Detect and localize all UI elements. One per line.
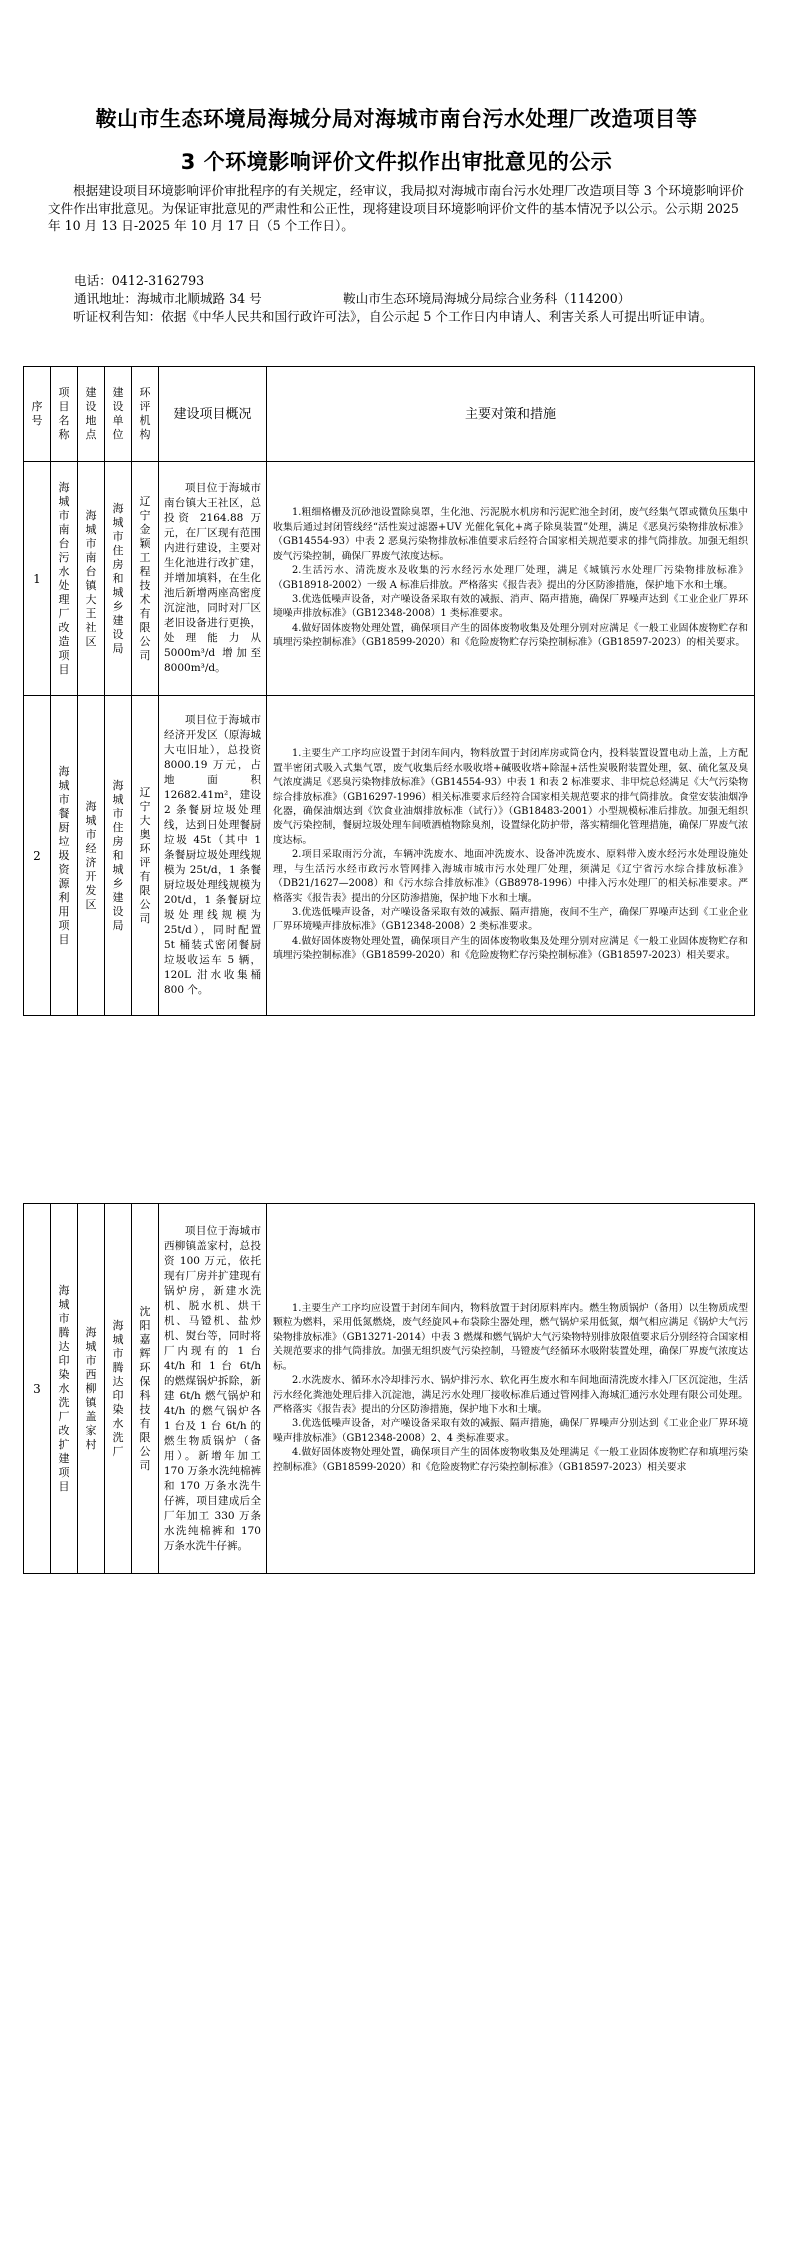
project-agency: 辽宁大奥环评有限公司 — [132, 696, 159, 1016]
project-agency: 沈阳嘉辉环保科技有限公司 — [132, 1204, 159, 1574]
measure-item: 1.主要生产工序均应设置于封闭车间内，物料放置于封闭原料库内。燃生物质锅炉（备用）以生物质成型颗粒为燃料，采用低氮燃烧，废气经旋风+布袋除尘器处理，燃气锅炉采用低氮，烟气相应满足《锅炉大气污染物排放标准》（GB13271-2014）中表 3 燃煤和燃气锅炉大气污染物特别排放限值要求后分别经符合国家相关规范要求的排气筒排放。加强无组织废气污染控制，马镫废气经循环水吸附装置处理，确保厂界废气浓度达标。 — [273, 1303, 748, 1372]
header-measures: 主要对策和措施 — [267, 367, 755, 462]
measure-item: 3.优选低噪声设备，对产噪设备采取有效的减振、隔声措施，夜间不生产，确保厂界噪声达到《工业企业厂界环境噪声排放标准》（GB12348-2008）2 类标准要求。 — [273, 906, 748, 933]
measure-item: 2.项目采取雨污分流，车辆冲洗废水、地面冲洗废水、设备冲洗废水、原料带入废水经污水处理设施处理，与生活污水经市政污水管网排入海城市城市污水处理厂处理，须满足《辽宁省污水综合排放标准》（DB21/1627—2008）和《污水综合排放标准》（GB8978-1996）中排入污水处理厂的相关标准要求。严格落实《报告表》提出的分区防渗措施，保护地下水和土壤。 — [273, 849, 748, 904]
measure-item: 4.做好固体废物处理处置，确保项目产生的固体废物收集及处理分别对应满足《一般工业固体废物贮存和填埋污染控制标准》（GB18599-2020）和《危险废物贮存污染控制标准》（GB18597-2023）相关要求。 — [273, 935, 748, 962]
measure-item: 3.优选低噪声设备，对产噪设备采取有效的减振、隔声措施，确保厂界噪声分别达到《工业企业厂界环境噪声排放标准》（GB12348-2008）2、4 类标准要求。 — [273, 1418, 748, 1444]
table-row — [24, 1204, 755, 1574]
project-overview: 项目位于海城市南台镇大王社区，总投资 2164.88 万元，在厂区现有范围内进行建设，主要对生化池进行改扩建，并增加填料，在生化池后新增两座高密度沉淀池，同时对厂区老旧设备进行更换，处理能力从 5000m³/d 增加至 8000m³/d。 — [159, 462, 267, 696]
projects-table — [23, 366, 755, 1016]
projects-table-continued — [23, 1203, 755, 1574]
measure-item: 1.粗细格栅及沉砂池设置除臭罩，生化池、污泥脱水机房和污泥贮池全封闭，废气经集气罩或微负压集中收集后通过封闭管线经“活性炭过滤器+UV 光催化氧化+离子除臭装置”处理，满足《恶臭污染物排放标准》（GB14554-93）中表 2 恶臭污染物排放标准值要求后经符合国家相关规范要求的排气筒排放。加强无组织废气污染控制，确保厂界废气浓度达标。 — [273, 507, 748, 562]
project-name: 海城市南台污水处理厂改造项目 — [51, 462, 78, 696]
row-number: 1 — [24, 462, 51, 696]
header-agency: 环评机构 — [132, 367, 159, 462]
measure-item: 1.主要生产工序均应设置于封闭车间内，物料放置于封闭库房或筒仓内，投料装置设置电动上盖，上方配置半密闭式吸入式集气罩，废气收集后经水吸收塔+碱吸收塔+除湿+活性炭吸附装置处理，氨、硫化氢及臭气浓度满足《恶臭污染物排放标准》（GB14554-93）中表 1 和表 2 标准要求、非甲烷总烃满足《大气污染物综合排放标准》（GB16297-1996）相关标准要求后经符合国家相关规范要求的排气筒排放。食堂安装油烟净化器，确保油烟达到《饮食业油烟排放标准（试行）》（GB18483-2001）小型规模标准后排放。加强无组织废气污染控制，餐厨垃圾处理车间喷洒植物除臭剂，设置绿化防护带，落实精细化管理措施，确保厂界废气浓度达标。 — [273, 748, 748, 846]
row-number: 2 — [24, 696, 51, 1016]
contact-phone: 电话：0412-3162793 — [74, 273, 205, 288]
project-overview: 项目位于海城市西柳镇盖家村，总投资 100 万元，依托现有厂房并扩建现有锅炉房，新建水洗机、脱水机、烘干机、马镫机、盐炒机、熨台等，同时将厂内现有的 1 台 4t/h 和 1 台 6t/h 的燃煤锅炉拆除，新建 6t/h 燃气锅炉和 4t/h 的燃气锅炉各 1 台及 1 台 6t/h 的燃生物质锅炉（备用）。新增年加工 170 万条水洗纯棉裤和 170 万条水洗牛仔裤，项目建成后全厂年加工 330 万条水洗纯棉裤和 170 万条水洗牛仔裤。 — [159, 1204, 267, 1574]
header-name: 项目名称 — [51, 367, 78, 462]
header-no: 序号 — [24, 367, 51, 462]
contact-office: 鞍山市生态环境局海城分局综合业务科（114200） — [343, 291, 631, 306]
project-measures — [267, 1204, 755, 1574]
header-location: 建设地点 — [78, 367, 105, 462]
page-title-line1: 鞍山市生态环境局海城分局对海城市南台污水处理厂改造项目等 — [95, 107, 698, 131]
project-measures — [267, 462, 755, 696]
project-location: 海城市西柳镇盖家村 — [78, 1204, 105, 1574]
table-row — [24, 696, 755, 1016]
project-unit: 海城市腾达印染水洗厂 — [105, 1204, 132, 1574]
project-measures — [267, 696, 755, 1016]
project-unit: 海城市住房和城乡建设局 — [105, 462, 132, 696]
measure-item: 4.做好固体废物处理处置，确保项目产生的固体废物收集及处理满足《一般工业固体废物贮存和填埋污染控制标准》（GB18599-2020）和《危险废物贮存污染控制标准》（GB18597-2023）相关要求 — [273, 1447, 748, 1473]
header-overview: 建设项目概况 — [159, 367, 267, 462]
project-overview: 项目位于海城市经济开发区（原海城大屯旧址），总投资 8000.19 万元，占地面积 12682.41m²，建设 2 条餐厨垃圾处理线，达到日处理餐厨垃圾 45t（其中 1 条餐厨垃圾处理线规模为 25t/d，1 条餐厨垃圾处理线规模为 20t/d，1 条餐厨垃圾处理线规模为 25t/d），同时配置 5t 桶装式密闭餐厨垃圾收运车 5 辆，120L 泔水收集桶 800 个。 — [159, 696, 267, 1016]
project-name: 海城市餐厨垃圾资源利用项目 — [51, 696, 78, 1016]
table-header-row — [24, 367, 755, 462]
project-unit: 海城市住房和城乡建设局 — [105, 696, 132, 1016]
measure-item: 4.做好固体废物处理处置，确保项目产生的固体废物收集及处理分别对应满足《一般工业固体废物贮存和填埋污染控制标准》（GB18599-2020）和《危险废物贮存污染控制标准》（GB18597-2023）的相关要求。 — [273, 622, 748, 649]
intro-paragraph: 根据建设项目环境影响评价审批程序的有关规定，经审议，我局拟对海城市南台污水处理厂改造项目等 3 个环境影响评价文件作出审批意见。为保证审批意见的严肃性和公正性，现将建设项目环境影响评价文件的基本情况予以公示。公示期 2025 年 10 月 13 日-2025 年 10 月 17 日（5 个工作日）。 — [48, 183, 744, 233]
table-row — [24, 462, 755, 696]
project-agency: 辽宁金颖工程技术有限公司 — [132, 462, 159, 696]
measure-item: 2.水洗废水、循环水冷却排污水、锅炉排污水、软化再生废水和车间地面清洗废水排入厂区沉淀池，生活污水经化粪池处理后排入沉淀池，满足污水处理厂接收标准后通过管网排入海城汇通污水处理有限公司处理。严格落实《报告表》提出的分区防渗措施，保护地下水和土壤。 — [273, 1375, 748, 1415]
contact-address: 通讯地址：海城市北顺城路 34 号 — [74, 291, 262, 306]
project-location: 海城市经济开发区 — [78, 696, 105, 1016]
hearing-notice: 听证权利告知：依据《中华人民共和国行政许可法》，自公示起 5 个工作日内申请人、利害关系人可提出听证申请。 — [73, 309, 713, 324]
page-title-line2: 3 个环境影响评价文件拟作出审批意见的公示 — [180, 150, 613, 174]
measure-item: 3.优选低噪声设备，对产噪设备采取有效的减振、消声、隔声措施，确保厂界噪声达到《工业企业厂界环境噪声排放标准》（GB12348-2008）1 类标准要求。 — [273, 593, 748, 620]
row-number: 3 — [24, 1204, 51, 1574]
project-name: 海城市腾达印染水洗厂改扩建项目 — [51, 1204, 78, 1574]
project-location: 海城市南台镇大王社区 — [78, 462, 105, 696]
header-unit: 建设单位 — [105, 367, 132, 462]
measure-item: 2.生活污水、清洗废水及收集的污水经污水处理厂处理，满足《城镇污水处理厂污染物排放标准》（GB18918-2002）一级 A 标准后排放。严格落实《报告表》提出的分区防渗措施，保护地下水和土壤。 — [273, 565, 748, 591]
